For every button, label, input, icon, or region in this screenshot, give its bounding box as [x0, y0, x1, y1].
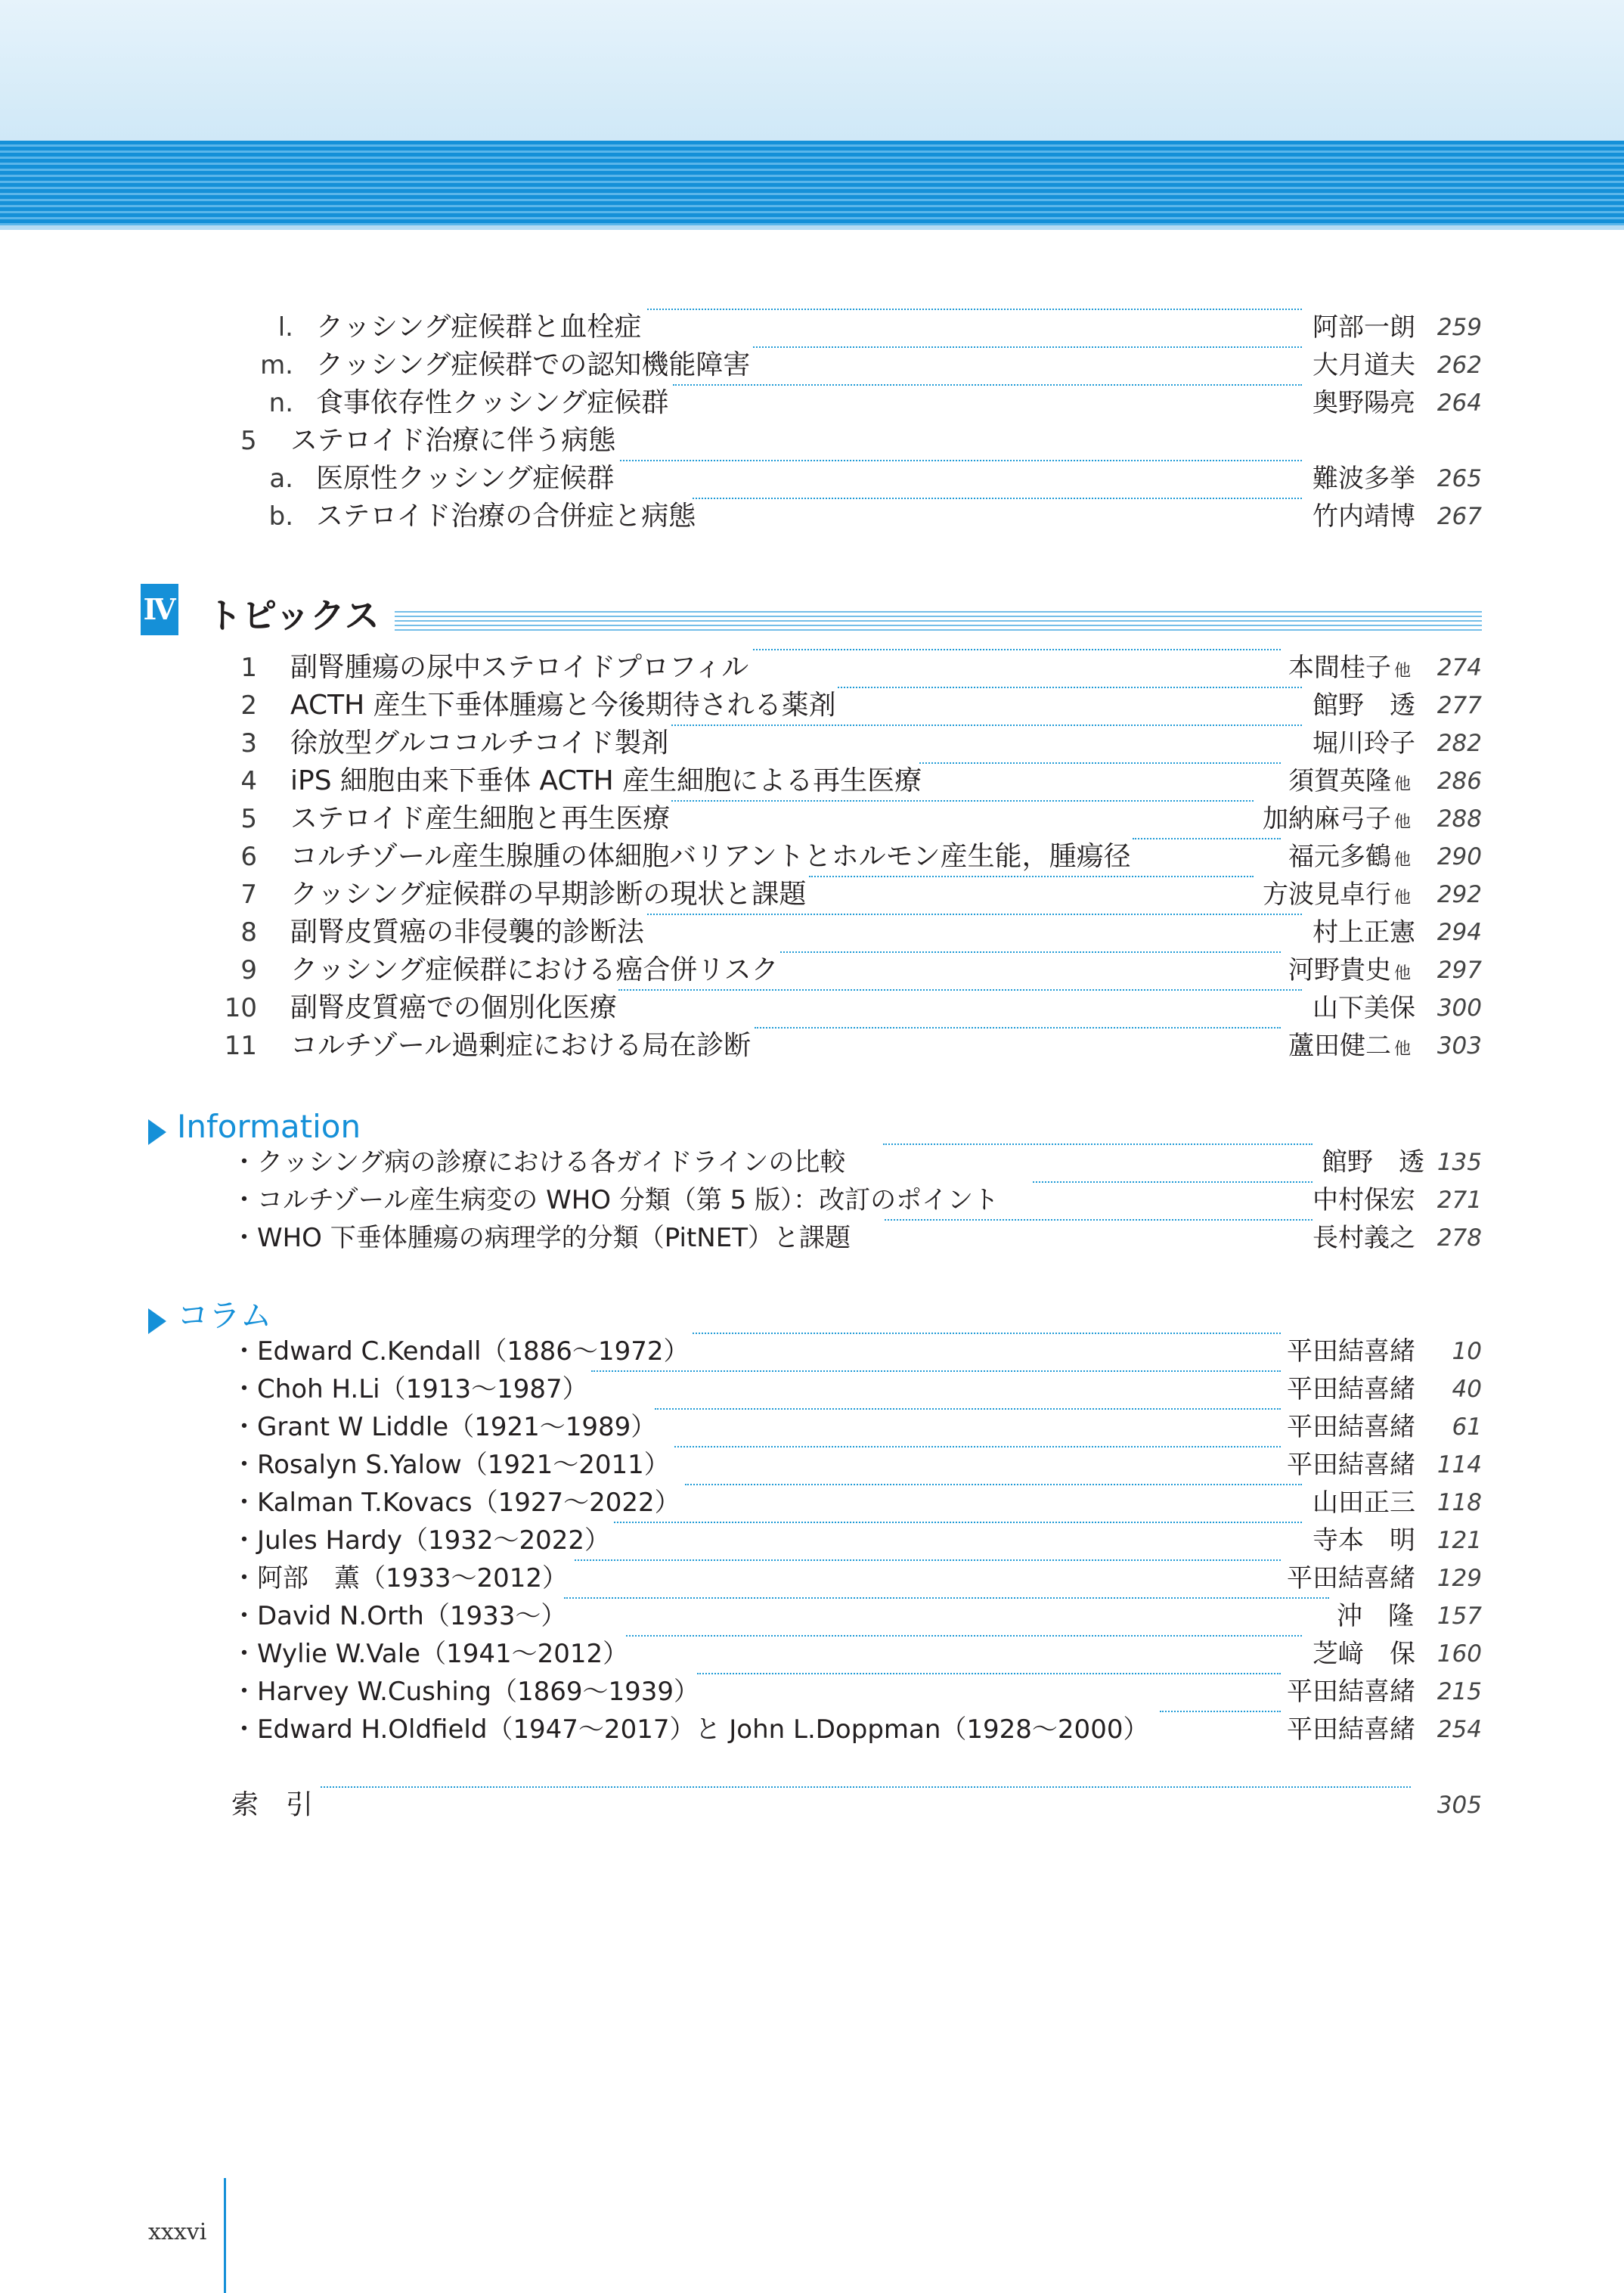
entry-page: 274 — [1436, 654, 1482, 681]
toc-entry[interactable] — [0, 914, 1624, 951]
toc-entry[interactable] — [0, 1143, 1624, 1181]
entry-author: 館野 透 — [1313, 690, 1415, 721]
entry-title: ・WHO 下垂体腫瘍の病理学的分類（PitNET）と課題 — [231, 1223, 851, 1253]
entry-page: 262 — [1436, 352, 1482, 379]
entry-author: 村上正憲 — [1313, 917, 1415, 948]
toc-entry[interactable] — [0, 1635, 1624, 1673]
entry-title: ・コルチゾール産生病変の WHO 分類（第 5 版）：改訂のポイント — [231, 1185, 1000, 1215]
entry-page: 40 — [1452, 1376, 1482, 1403]
entry-author: 平田結喜緒 — [1287, 1714, 1415, 1745]
information-heading — [148, 1106, 361, 1148]
entry-page: 265 — [1436, 465, 1482, 492]
toc-entry[interactable] — [0, 1219, 1624, 1257]
entry-number: 3 — [240, 728, 257, 759]
entry-author: 長村義之 — [1313, 1223, 1415, 1253]
entry-title: ・Edward H.Oldfield（1947～2017）と John L.Doppman（1928～2000） — [231, 1714, 1149, 1745]
entry-title: ・阿部 薫（1933～2012） — [231, 1563, 569, 1593]
et-al: 他 — [1393, 889, 1411, 908]
entry-page: 160 — [1436, 1640, 1482, 1668]
toc-entry[interactable] — [0, 1446, 1624, 1484]
entry-title: ・クッシング病の診療における各ガイドラインの比較 — [231, 1147, 846, 1178]
leader-dots — [614, 1522, 1302, 1523]
entry-author: 須賀英隆 — [1288, 766, 1391, 796]
entry-page: 278 — [1436, 1224, 1482, 1252]
toc-entry[interactable] — [0, 876, 1624, 914]
toc-entry[interactable] — [0, 384, 1624, 422]
toc-entry[interactable] — [0, 1333, 1624, 1370]
entry-title: ・Choh H.Li（1913～1987） — [231, 1374, 588, 1404]
entry-number: 6 — [240, 842, 257, 872]
entry-author: 河野貴史 — [1288, 955, 1391, 985]
triangle-bullet-icon — [148, 1119, 166, 1145]
header-stripes — [0, 141, 1624, 225]
leader-dots — [883, 1143, 1313, 1145]
index-title: 索 引 — [231, 1789, 314, 1820]
entry-page: 114 — [1436, 1451, 1482, 1479]
triangle-bullet-icon — [148, 1308, 166, 1334]
entry-author: 中村保宏 — [1313, 1185, 1415, 1215]
toc-entry[interactable] — [0, 800, 1624, 838]
et-al: 他 — [1393, 813, 1411, 832]
entry-page: 118 — [1436, 1489, 1482, 1516]
entry-author: 平田結喜緒 — [1287, 1563, 1415, 1593]
leader-dots — [575, 1559, 1281, 1561]
toc-entry[interactable] — [0, 1559, 1624, 1597]
leader-dots — [671, 725, 1302, 726]
leader-dots — [693, 1333, 1281, 1334]
leader-dots — [755, 1027, 1281, 1029]
entry-title: ・Harvey W.Cushing（1869～1939） — [231, 1677, 700, 1707]
entry-title: ステロイド産生細胞と再生医療 — [290, 803, 671, 834]
leader-dots — [655, 1408, 1281, 1410]
entry-author: 山下美保 — [1313, 993, 1415, 1023]
leader-dots — [321, 1786, 1411, 1788]
toc-entry[interactable] — [0, 498, 1624, 535]
toc-entry[interactable] — [0, 951, 1624, 989]
entry-number: 11 — [224, 1031, 257, 1061]
leader-dots — [809, 876, 1254, 877]
entry-page: 215 — [1436, 1678, 1482, 1705]
entry-page: 264 — [1436, 389, 1482, 417]
entry-page: 267 — [1436, 503, 1482, 530]
information-heading-text: Information — [177, 1108, 361, 1145]
entry-author-group — [1263, 876, 1411, 917]
column-heading — [148, 1295, 272, 1337]
entry-author: 平田結喜緒 — [1287, 1336, 1415, 1367]
leader-dots — [564, 1597, 1329, 1599]
leader-dots — [647, 914, 1302, 915]
page-number: xxxvi — [148, 2219, 207, 2245]
entry-page: 282 — [1436, 730, 1482, 757]
entry-label: a. — [269, 464, 293, 494]
entry-author: 方波見卓行 — [1262, 880, 1391, 910]
entry-page: 129 — [1436, 1565, 1482, 1592]
toc-entry[interactable] — [0, 762, 1624, 800]
entry-label: l. — [277, 312, 293, 343]
toc-entry[interactable] — [0, 725, 1624, 762]
leader-dots — [673, 384, 1302, 386]
leader-dots — [753, 649, 1281, 650]
leader-dots — [626, 1635, 1302, 1637]
entry-title: ・Kalman T.Kovacs（1927～2022） — [231, 1488, 680, 1518]
toc-entry[interactable] — [0, 460, 1624, 498]
entry-author: 阿部一朗 — [1313, 312, 1415, 343]
entry-author-group — [1263, 800, 1411, 842]
entry-page: 254 — [1436, 1716, 1482, 1743]
subsection-title: ステロイド治療に伴う病態 — [290, 425, 616, 456]
leader-dots — [753, 346, 1302, 348]
toc-entry[interactable] — [0, 1484, 1624, 1522]
entry-page: 259 — [1436, 314, 1482, 341]
entry-title: 徐放型グルココルチコイド製剤 — [290, 728, 669, 759]
entry-author: 平田結喜緒 — [1287, 1374, 1415, 1404]
entry-page: 294 — [1436, 919, 1482, 946]
leader-dots — [674, 1446, 1281, 1447]
leader-dots — [697, 1673, 1281, 1674]
entry-author: 奥野陽亮 — [1313, 388, 1415, 418]
toc-entry[interactable] — [0, 649, 1624, 687]
entry-title: クッシング症候群における癌合併リスク — [290, 954, 779, 985]
et-al: 他 — [1393, 662, 1411, 681]
footer-rule — [224, 2178, 226, 2293]
entry-title: 副腎皮質癌の非侵襲的診断法 — [290, 917, 645, 948]
leader-dots — [885, 1219, 1313, 1221]
entry-author: 芝﨑 保 — [1313, 1639, 1415, 1669]
entry-author: 竹内靖博 — [1313, 501, 1415, 532]
entry-title: 副腎皮質癌での個別化医療 — [290, 992, 618, 1023]
entry-title: ステロイド治療の合併症と病態 — [316, 501, 696, 532]
entry-page: 286 — [1436, 768, 1482, 795]
entry-title: 医原性クッシング症候群 — [316, 463, 615, 494]
toc-entry[interactable] — [0, 1027, 1624, 1065]
entry-number: 10 — [224, 993, 257, 1023]
entry-author: 難波多挙 — [1313, 464, 1415, 494]
leader-dots — [671, 800, 1254, 802]
entry-title: ・Rosalyn S.Yalow（1921～2011） — [231, 1450, 670, 1480]
et-al: 他 — [1393, 851, 1411, 870]
toc-entry[interactable] — [0, 1673, 1624, 1711]
entry-page: 292 — [1436, 881, 1482, 908]
entry-title: コルチゾール過剰症における局在診断 — [290, 1030, 752, 1061]
entry-title: ・Grant W Liddle（1921～1989） — [231, 1412, 657, 1442]
entry-author: 蘆田健二 — [1288, 1031, 1391, 1061]
entry-page: 157 — [1436, 1603, 1482, 1630]
entry-title: クッシング症候群での認知機能障害 — [316, 349, 751, 380]
entry-number: 4 — [240, 766, 257, 796]
entry-page: 300 — [1436, 994, 1482, 1022]
entry-page: 10 — [1452, 1338, 1482, 1365]
et-al: 他 — [1393, 775, 1411, 794]
entry-title: iPS 細胞由来下垂体 ACTH 産生細胞による再生医療 — [290, 765, 922, 796]
index-page: 305 — [1436, 1792, 1482, 1819]
toc-entry[interactable] — [0, 989, 1624, 1027]
entry-number: 7 — [240, 880, 257, 910]
entry-page: 303 — [1436, 1032, 1482, 1060]
entry-author: 加納麻弓子 — [1262, 804, 1391, 834]
entry-author-group — [1288, 838, 1411, 880]
toc-entry[interactable] — [0, 1408, 1624, 1446]
leader-dots — [618, 989, 1302, 991]
entry-page: 297 — [1436, 957, 1482, 984]
entry-page: 290 — [1436, 843, 1482, 870]
toc-index-entry[interactable] — [0, 1786, 1624, 1824]
leader-dots — [838, 687, 1302, 688]
toc-entry[interactable] — [0, 1711, 1624, 1748]
leader-dots — [591, 1370, 1281, 1372]
entry-title: クッシング症候群と血栓症 — [316, 312, 642, 343]
leader-dots — [919, 762, 1281, 764]
entry-author-group — [1288, 762, 1411, 804]
entry-author: 福元多鶴 — [1288, 842, 1391, 872]
entry-title: 食事依存性クッシング症候群 — [316, 387, 669, 418]
entry-label: n. — [268, 388, 293, 418]
entry-number: 8 — [240, 917, 257, 948]
entry-author: 山田正三 — [1313, 1488, 1415, 1518]
toc-entry[interactable] — [0, 1597, 1624, 1635]
toc-entry[interactable] — [0, 309, 1624, 346]
entry-page: 61 — [1452, 1413, 1482, 1441]
subsection-number: 5 — [240, 426, 257, 456]
entry-author-group — [1288, 1027, 1411, 1069]
toc-subsection[interactable] — [0, 422, 1624, 460]
entry-author: 本間桂子 — [1288, 653, 1391, 683]
entry-author: 平田結喜緒 — [1287, 1412, 1415, 1442]
entry-author: 大月道夫 — [1313, 350, 1415, 380]
leader-dots — [620, 460, 1302, 461]
entry-page: 277 — [1436, 692, 1482, 719]
section-title: トピックス — [207, 595, 380, 636]
toc-entry[interactable] — [0, 687, 1624, 725]
et-al: 他 — [1393, 1040, 1411, 1059]
entry-number: 9 — [240, 955, 257, 985]
entry-title: ・David N.Orth（1933～） — [231, 1601, 567, 1631]
entry-label: b. — [268, 501, 293, 532]
entry-title: クッシング症候群の早期診断の現状と課題 — [290, 879, 807, 910]
entry-title: ACTH 産生下垂体腫瘍と今後期待される薬剤 — [290, 690, 836, 721]
section-rule — [395, 611, 1482, 634]
entry-page: 288 — [1436, 805, 1482, 833]
entry-author: 寺本 明 — [1313, 1525, 1415, 1556]
toc-entry[interactable] — [0, 346, 1624, 384]
column-heading-text: コラム — [177, 1297, 272, 1334]
entry-author: 沖 隆 — [1337, 1601, 1414, 1631]
et-al: 他 — [1393, 964, 1411, 983]
entry-number: 5 — [240, 804, 257, 834]
entry-title: ・Edward C.Kendall（1886～1972） — [231, 1336, 690, 1367]
entry-title: コルチゾール産生腺腫の体細胞バリアントとホルモン産生能，腫瘍径 — [290, 841, 1131, 872]
toc-entry[interactable] — [0, 1181, 1624, 1219]
leader-dots — [1133, 838, 1281, 839]
entry-author: 館野 透 — [1322, 1147, 1424, 1178]
entry-title: ・Wylie W.Vale（1941～2012） — [231, 1639, 629, 1669]
header-band — [0, 0, 1624, 144]
entry-page: 121 — [1436, 1527, 1482, 1554]
leader-dots — [647, 309, 1302, 310]
leader-dots — [1033, 1181, 1313, 1183]
entry-page: 135 — [1436, 1149, 1482, 1176]
entry-page: 271 — [1436, 1187, 1482, 1214]
entry-number: 2 — [240, 690, 257, 721]
leader-dots — [780, 951, 1281, 953]
entry-title: ・Jules Hardy（1932～2022） — [231, 1525, 611, 1556]
toc-entry[interactable] — [0, 838, 1624, 876]
entry-author: 平田結喜緒 — [1287, 1450, 1415, 1480]
entry-number: 1 — [240, 653, 257, 683]
leader-dots — [685, 1484, 1302, 1485]
toc-entry[interactable] — [0, 1370, 1624, 1408]
toc-entry[interactable] — [0, 1522, 1624, 1559]
leader-dots — [1160, 1711, 1281, 1712]
section-number-badge: Ⅳ — [141, 584, 178, 635]
entry-author: 平田結喜緒 — [1287, 1677, 1415, 1707]
entry-title: 副腎腫瘍の尿中ステロイドプロフィル — [290, 652, 749, 683]
entry-author-group — [1288, 649, 1411, 690]
entry-author-group — [1288, 951, 1411, 993]
leader-dots — [693, 498, 1302, 499]
entry-author: 堀川玲子 — [1313, 728, 1415, 759]
entry-label: m. — [260, 350, 293, 380]
